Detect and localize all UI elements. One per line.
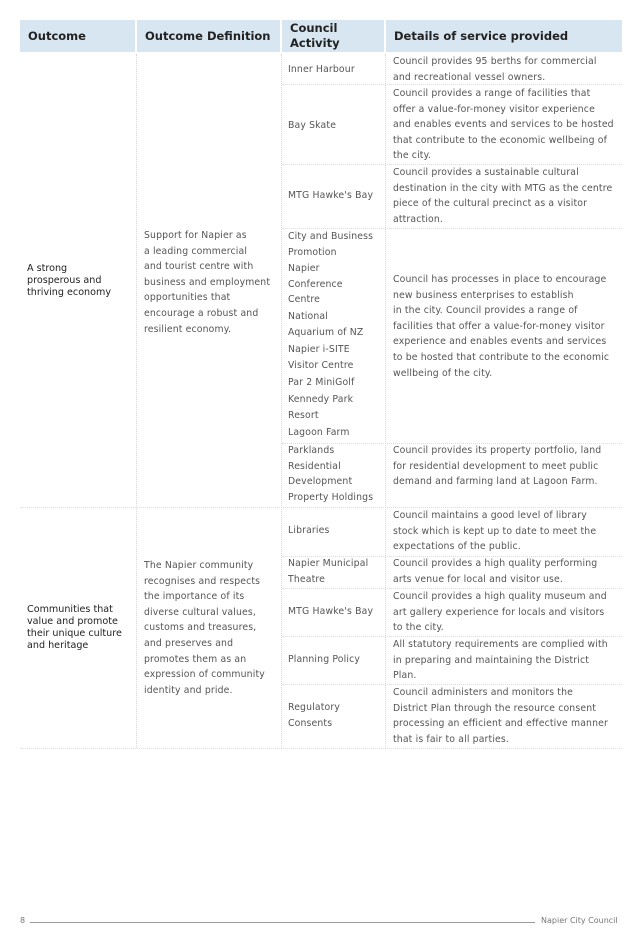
activity-cell <box>288 229 373 260</box>
footer-rule <box>30 922 535 923</box>
header-outcome <box>20 20 135 52</box>
activity-line: Bay Skate <box>288 120 337 131</box>
header-activity-line: Activity <box>290 36 340 50</box>
activity-line: Parklands <box>288 445 335 456</box>
activity-cell <box>288 62 355 78</box>
details-cell <box>393 685 608 747</box>
details-line: Council administers and monitors the <box>393 687 574 698</box>
activity-cell <box>288 118 336 134</box>
details-cell <box>393 86 614 164</box>
details-line: District Plan through the resource consent <box>393 702 597 714</box>
details-line: and recreational vessel owners. <box>393 71 546 83</box>
details-line: in the city. Council provides a range of <box>393 305 578 317</box>
activity-cell <box>288 309 363 340</box>
details-line: facilities that offer a value-for-money visitor <box>393 320 605 332</box>
details-line: and enables events and services to be hosted <box>393 119 614 131</box>
details-line: in preparing and maintaining the District <box>393 654 590 666</box>
details-cell <box>393 443 601 490</box>
footer-brand: Napier City Council <box>541 916 618 925</box>
details-line: Council provides a high quality museum and <box>393 591 607 602</box>
activity-line: Napier i-SITE <box>288 344 350 355</box>
details-line: that contribute to the economic wellbeing of <box>393 134 608 146</box>
outcome-line: and heritage <box>27 640 89 651</box>
activity-cell <box>288 523 330 539</box>
definition-line: The Napier community <box>144 560 254 571</box>
definition-line: diverse cultural values, <box>144 606 257 618</box>
activity-cell <box>288 342 353 373</box>
definition-line: opportunities that <box>144 292 231 304</box>
details-line: Council provides its property portfolio, land <box>393 445 602 456</box>
details-cell <box>393 556 597 587</box>
definition-line: expression of community <box>144 669 265 681</box>
details-cell <box>393 637 608 684</box>
outcome-line: A strong <box>27 263 68 274</box>
definition-cell <box>144 558 265 698</box>
activity-cell <box>288 425 350 441</box>
activity-line: Visitor Centre <box>288 359 354 371</box>
activity-line: Development <box>288 476 353 488</box>
activity-line: Centre <box>288 294 320 306</box>
definition-line: identity and pride. <box>144 684 233 696</box>
details-line: attraction. <box>393 213 444 225</box>
outcome-line: thriving economy <box>27 287 112 298</box>
activity-cell <box>288 652 360 668</box>
activity-line: Napier <box>288 263 320 274</box>
definition-line: recognises and respects <box>144 575 261 587</box>
activity-cell <box>288 375 354 391</box>
details-cell <box>393 589 607 636</box>
details-line: Plan. <box>393 670 417 682</box>
details-line: Council has processes in place to encourage <box>393 274 607 285</box>
header-details-label: Details of service provided <box>394 28 569 43</box>
details-cell <box>393 54 597 85</box>
activity-line: City and Business <box>288 231 374 242</box>
details-line: expectations of the public. <box>393 541 521 553</box>
details-line: Council provides a sustainable cultural <box>393 167 579 178</box>
definition-line: the importance of its <box>144 591 245 603</box>
details-line: offer a value-for-money visitor experience <box>393 103 595 115</box>
header-outcome-label: Outcome <box>28 28 86 43</box>
activity-line: Aquarium of NZ <box>288 326 364 338</box>
activity-line: Theatre <box>288 573 326 585</box>
definition-line: encourage a robust and <box>144 307 259 319</box>
header-council-activity <box>282 20 384 52</box>
details-line: new business enterprises to establish <box>393 289 574 301</box>
column-divider <box>281 54 282 748</box>
details-line: experience and enables events and services <box>393 336 607 348</box>
activity-line: MTG Hawke's Bay <box>288 606 374 617</box>
definition-line: resilient economy. <box>144 323 232 335</box>
header-outcome-definition <box>137 20 280 52</box>
details-line: Council provides 95 berths for commercial <box>393 56 597 67</box>
activity-line: Regulatory <box>288 702 340 713</box>
outcome-line: their unique culture <box>27 628 122 639</box>
outcome-line: prosperous and <box>27 275 102 286</box>
activity-line: Inner Harbour <box>288 64 355 75</box>
definition-line: a leading commercial <box>144 245 248 257</box>
activity-cell <box>288 700 340 731</box>
details-line: destination in the city with MTG as the centre <box>393 182 613 194</box>
details-line: to the city. <box>393 622 444 634</box>
details-line: All statutory requirements are complied with <box>393 639 608 650</box>
details-line: wellbeing of the city. <box>393 367 493 379</box>
activity-line: Napier Municipal <box>288 558 369 569</box>
activity-cell <box>288 556 368 587</box>
activity-line: Planning Policy <box>288 654 360 665</box>
definition-cell <box>144 228 270 337</box>
activity-line: Promotion <box>288 246 337 258</box>
details-line: to be hosted that contribute to the economic <box>393 351 610 363</box>
outcome-line: Communities that <box>27 604 113 615</box>
outcome-cell <box>27 263 111 299</box>
activity-line: MTG Hawke's Bay <box>288 190 374 201</box>
header-activity-label <box>290 21 340 51</box>
section-divider <box>20 748 622 749</box>
details-line: stock which is kept up to date to meet the <box>393 525 597 537</box>
definition-line: business and employment <box>144 276 271 288</box>
outcome-cell <box>27 604 122 652</box>
details-cell <box>393 272 609 381</box>
activity-line: Conference <box>288 278 343 290</box>
activity-line: Lagoon Farm <box>288 427 350 438</box>
details-line: that is fair to all parties. <box>393 733 510 745</box>
header-activity-line: Council <box>290 21 338 35</box>
activity-line: Property Holdings <box>288 492 374 503</box>
activity-cell <box>288 604 373 620</box>
details-line: Council provides a range of facilities that <box>393 88 591 99</box>
definition-line: and preserves and <box>144 637 234 649</box>
details-line: art gallery experience for locals and visitors <box>393 606 605 618</box>
activity-line: Libraries <box>288 525 330 536</box>
definition-line: and tourist centre with <box>144 261 254 273</box>
activity-line: Resort <box>288 409 319 421</box>
activity-cell <box>288 443 352 490</box>
details-line: piece of the cultural precinct as a visitor <box>393 198 588 210</box>
activity-cell <box>288 392 353 423</box>
activity-cell <box>288 490 373 506</box>
activity-line: Consents <box>288 717 333 729</box>
details-line: Council provides a high quality performing <box>393 558 598 569</box>
activity-line: Residential <box>288 460 341 472</box>
details-cell <box>393 165 612 227</box>
column-divider <box>136 54 137 748</box>
header-definition-label: Outcome Definition <box>145 28 271 43</box>
details-line: for residential development to meet public <box>393 460 599 472</box>
activity-cell <box>288 261 343 308</box>
outcome-line: value and promote <box>27 616 118 627</box>
activity-line: Par 2 MiniGolf <box>288 377 355 388</box>
details-line: processing an efficient and effective manner <box>393 718 608 730</box>
activity-line: National <box>288 311 328 322</box>
details-line: arts venue for local and visitor use. <box>393 573 564 585</box>
definition-line: customs and treasures, <box>144 622 257 634</box>
page-number: 8 <box>20 916 26 925</box>
definition-line: promotes them as an <box>144 653 247 665</box>
details-line: demand and farming land at Lagoon Farm. <box>393 476 598 488</box>
header-details <box>386 20 622 52</box>
details-line: Council maintains a good level of library <box>393 510 587 521</box>
details-cell <box>393 508 596 555</box>
activity-line: Kennedy Park <box>288 394 354 405</box>
activity-cell <box>288 188 373 204</box>
definition-line: Support for Napier as <box>144 230 247 241</box>
column-divider <box>385 54 386 748</box>
details-line: the city. <box>393 150 432 162</box>
